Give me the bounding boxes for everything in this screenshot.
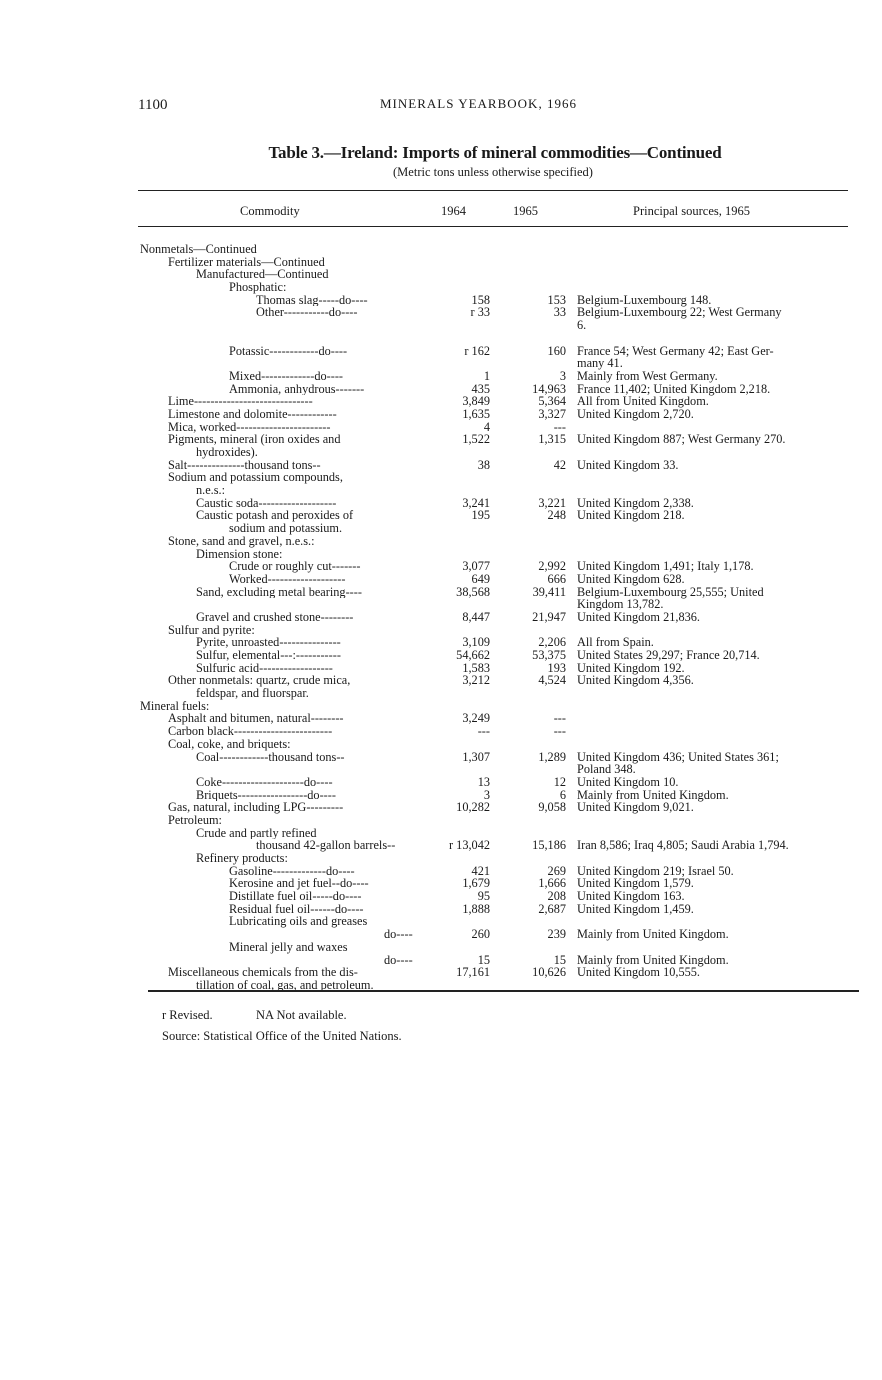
commodity-cell: Lubricating oils and greases	[229, 915, 368, 929]
table-row	[0, 776, 882, 789]
sources-cell: United Kingdom 21,836.	[577, 609, 700, 624]
table-row	[0, 256, 882, 269]
column-header-commodity: Commodity	[240, 204, 300, 218]
value-1965-cell: 153	[547, 292, 566, 307]
table-row	[0, 624, 882, 637]
value-1964-cell: ---	[477, 724, 490, 739]
value-1965-cell: 3,221	[538, 495, 566, 510]
table-row	[0, 459, 882, 472]
sources-cell: United Kingdom 436; United States 361;	[577, 749, 779, 764]
sources-cell: United Kingdom 218.	[577, 508, 685, 523]
value-1965-cell: 39,411	[532, 584, 566, 599]
value-1964-cell: 195	[471, 508, 490, 523]
value-1964-cell: 1,635	[462, 406, 490, 421]
table-row	[0, 801, 882, 814]
footnote-revised: r Revised.	[162, 1008, 213, 1022]
sources-cell: United Kingdom 219; Israel 50.	[577, 863, 734, 878]
commodity-cell: Thomas slag-----do----	[256, 293, 368, 307]
value-1965-cell: 3	[559, 368, 566, 383]
sources-cell: United Kingdom 163.	[577, 889, 685, 904]
table-row	[0, 954, 882, 967]
value-1965-cell: 6	[559, 787, 566, 802]
table-row	[0, 839, 882, 852]
value-1965-cell: 9,058	[538, 800, 566, 815]
value-1965-cell: 3,327	[538, 406, 566, 421]
sources-cell: United Kingdom 2,338.	[577, 495, 694, 510]
commodity-cell: Mixed-------------do----	[229, 369, 344, 383]
table-row	[0, 890, 882, 903]
commodity-cell: Sulfur, elemental---:-----------	[196, 649, 341, 662]
commodity-cell: Pyrite, unroasted---------------	[196, 636, 341, 650]
value-1965-cell: 1,666	[538, 876, 566, 891]
value-1964-cell: 1	[483, 368, 490, 383]
bottom-rule	[148, 990, 859, 992]
table-row	[0, 674, 882, 687]
commodity-cell: thousand 42-gallon barrels--	[256, 839, 396, 853]
commodity-cell: Petroleum:	[168, 813, 222, 827]
value-1964-cell: 158	[471, 292, 490, 307]
commodity-cell: do----	[384, 928, 413, 941]
commodity-cell: Sulfur and pyrite:	[168, 623, 255, 637]
value-1965-cell: 269	[547, 863, 566, 878]
table-row	[0, 738, 882, 751]
table-row	[0, 408, 882, 421]
value-1964-cell: 1,679	[462, 876, 490, 891]
sources-cell: United Kingdom 628.	[577, 571, 685, 586]
table-row	[0, 789, 882, 802]
commodity-cell: Coke--------------------do----	[196, 775, 333, 789]
value-1965-cell: 2,206	[538, 635, 566, 650]
value-1964-cell: 38	[477, 457, 490, 472]
sources-cell: Mainly from United Kingdom.	[577, 927, 729, 942]
table-body	[0, 243, 882, 992]
table-row	[0, 560, 882, 573]
table-row	[0, 751, 882, 764]
value-1965-cell: 248	[547, 508, 566, 523]
value-1964-cell: 10,282	[456, 800, 490, 815]
table-row	[0, 243, 882, 256]
top-rule	[138, 190, 848, 191]
value-1965-cell: 14,963	[532, 381, 566, 396]
value-1964-cell: 13	[477, 774, 490, 789]
value-1964-cell: 3,212	[462, 673, 490, 688]
sources-cell: Belgium-Luxembourg 22; West Germany	[577, 305, 782, 320]
sources-cell: Belgium-Luxembourg 148.	[577, 292, 712, 307]
value-1964-cell: 1,583	[462, 660, 490, 675]
table-row	[0, 345, 882, 358]
commodity-cell: Mineral jelly and waxes	[229, 940, 348, 954]
sources-cell: Mainly from United Kingdom.	[577, 952, 729, 967]
commodity-cell: Coal------------thousand tons--	[196, 750, 345, 764]
value-1965-cell: 666	[547, 571, 566, 586]
value-1964-cell: 435	[471, 381, 490, 396]
commodity-cell: Crude and partly refined	[196, 826, 317, 840]
value-1965-cell: 15,186	[532, 838, 566, 853]
table-row	[0, 268, 882, 281]
sources-cell: 6.	[577, 318, 587, 333]
sources-cell: United Kingdom 10,555.	[577, 965, 700, 980]
sources-cell: United Kingdom 1,491; Italy 1,178.	[577, 559, 754, 574]
table-row	[0, 395, 882, 408]
table-row	[0, 725, 882, 738]
table-row	[0, 649, 882, 662]
commodity-cell: Phosphatic:	[229, 281, 287, 294]
commodity-cell: feldspar, and fluorspar.	[196, 687, 309, 700]
sources-cell: All from United Kingdom.	[577, 394, 709, 409]
value-1964-cell: 3,109	[462, 635, 490, 650]
table-row	[0, 852, 882, 865]
column-header-1964: 1964	[441, 204, 466, 218]
sources-cell: Kingdom 13,782.	[577, 597, 664, 612]
value-1964-cell: 1,307	[462, 749, 490, 764]
table-row	[0, 941, 882, 954]
commodity-cell: do----	[384, 953, 413, 967]
commodity-cell: Refinery products:	[196, 852, 288, 865]
value-1965-cell: 53,375	[532, 648, 566, 662]
value-1964-cell: 54,662	[456, 648, 490, 662]
value-1965-cell: ---	[553, 419, 566, 434]
value-1964-cell: 649	[471, 571, 490, 586]
commodity-cell: Caustic potash and peroxides of	[196, 509, 354, 523]
commodity-cell: Briquets-----------------do----	[196, 788, 336, 802]
commodity-cell: Sulfuric acid------------------	[196, 661, 333, 675]
page-number: 1100	[138, 97, 168, 113]
table-row	[0, 915, 882, 928]
value-1965-cell: 12	[553, 774, 566, 789]
table-row	[0, 357, 882, 370]
table-row	[0, 281, 882, 294]
footnote-na: NA Not available.	[256, 1008, 347, 1022]
value-1965-cell: 193	[547, 660, 566, 675]
sources-cell: United Kingdom 2,720.	[577, 406, 694, 421]
value-1965-cell: 239	[547, 927, 566, 942]
sources-cell: United Kingdom 9,021.	[577, 800, 694, 815]
table-row	[0, 814, 882, 827]
table-title: Table 3.—Ireland: Imports of mineral commodities—Continued	[268, 143, 722, 162]
commodity-cell: n.e.s.:	[196, 484, 226, 497]
value-1965-cell: ---	[553, 724, 566, 739]
sources-cell: United Kingdom 887; West Germany 270.	[577, 432, 786, 447]
sources-cell: United Kingdom 33.	[577, 457, 679, 472]
sources-cell: All from Spain.	[577, 635, 654, 650]
value-1965-cell: 1,315	[538, 432, 566, 447]
table-row	[0, 966, 882, 979]
commodity-cell: Lime-----------------------------	[168, 395, 313, 408]
commodity-cell: sodium and potassium.	[229, 522, 343, 535]
commodity-cell: Worked-------------------	[229, 572, 346, 586]
commodity-cell: Potassic------------do----	[229, 344, 348, 358]
table-row	[0, 903, 882, 916]
commodity-cell: Mineral fuels:	[140, 699, 210, 713]
column-header-1965: 1965	[513, 204, 538, 218]
value-1964-cell: 17,161	[456, 965, 490, 980]
commodity-cell: Gas, natural, including LPG---------	[168, 801, 344, 814]
table-row	[0, 383, 882, 396]
table-row	[0, 497, 882, 510]
table-row	[0, 446, 882, 459]
sources-cell: United Kingdom 4,356.	[577, 673, 694, 688]
commodity-cell: Fertilizer materials—Continued	[168, 255, 325, 269]
commodity-cell: Kerosine and jet fuel--do----	[229, 877, 369, 891]
table-row	[0, 586, 882, 599]
value-1964-cell: 15	[477, 952, 490, 967]
table-row	[0, 662, 882, 675]
commodity-cell: Sodium and potassium compounds,	[168, 471, 343, 485]
table-row	[0, 332, 882, 345]
commodity-cell: Sand, excluding metal bearing----	[196, 585, 362, 599]
value-1964-cell: 1,522	[462, 432, 490, 447]
value-1965-cell: 1,289	[538, 749, 566, 764]
table-row	[0, 433, 882, 446]
table-row	[0, 700, 882, 713]
commodity-cell: Manufactured—Continued	[196, 268, 329, 282]
table-row	[0, 598, 882, 611]
value-1964-cell: 3,241	[462, 495, 490, 510]
commodity-cell: Carbon black------------------------	[168, 725, 333, 738]
sources-cell: United States 29,297; France 20,714.	[577, 648, 760, 662]
table-row	[0, 370, 882, 383]
value-1964-cell: 8,447	[462, 609, 490, 624]
table-row	[0, 877, 882, 890]
commodity-cell: Other nonmetals: quartz, crude mica,	[168, 674, 351, 688]
value-1964-cell: 3	[483, 787, 490, 802]
sources-cell: Belgium-Luxembourg 25,555; United	[577, 584, 764, 599]
sources-cell: Poland 348.	[577, 762, 636, 777]
table-row	[0, 522, 882, 535]
table-row	[0, 319, 882, 332]
commodity-cell: Ammonia, anhydrous-------	[229, 382, 365, 396]
table-row	[0, 865, 882, 878]
commodity-cell: Asphalt and bitumen, natural--------	[168, 712, 344, 726]
value-1965-cell: 2,992	[538, 559, 566, 574]
commodity-cell: Crude or roughly cut-------	[229, 560, 361, 573]
table-row	[0, 535, 882, 548]
table-row	[0, 687, 882, 700]
table-row	[0, 471, 882, 484]
sources-cell: United Kingdom 192.	[577, 660, 685, 675]
value-1965-cell: 21,947	[532, 609, 566, 624]
sources-cell: France 11,402; United Kingdom 2,218.	[577, 381, 771, 396]
sources-cell: Iran 8,586; Iraq 4,805; Saudi Arabia 1,794.	[577, 838, 789, 853]
value-1964-cell: r 13,042	[449, 838, 490, 853]
sources-cell: Mainly from West Germany.	[577, 368, 718, 383]
commodity-cell: Limestone and dolomite------------	[168, 407, 337, 421]
table-row	[0, 928, 882, 941]
value-1965-cell: ---	[553, 711, 566, 726]
table-subtitle: (Metric tons unless otherwise specified)	[393, 165, 593, 179]
footnote-source: Source: Statistical Office of the United Nations.	[162, 1029, 402, 1043]
table-row	[0, 509, 882, 522]
value-1965-cell: 15	[553, 952, 566, 967]
table-row	[0, 712, 882, 725]
commodity-cell: Gasoline-------------do----	[229, 864, 355, 878]
value-1965-cell: 5,364	[538, 394, 566, 409]
sources-cell: United Kingdom 1,579.	[577, 876, 694, 891]
sources-cell: United Kingdom 10.	[577, 774, 679, 789]
value-1964-cell: r 162	[464, 343, 490, 358]
value-1964-cell: 3,077	[462, 559, 490, 574]
value-1965-cell: 160	[547, 343, 566, 358]
value-1964-cell: 3,249	[462, 711, 490, 726]
value-1965-cell: 4,524	[538, 673, 566, 688]
value-1965-cell: 208	[547, 889, 566, 904]
value-1964-cell: 38,568	[456, 584, 490, 599]
commodity-cell: Gravel and crushed stone--------	[196, 610, 354, 624]
commodity-cell: Dimension stone:	[196, 547, 283, 561]
table-row	[0, 763, 882, 776]
commodity-cell: Salt--------------thousand tons--	[168, 458, 321, 472]
value-1964-cell: 260	[471, 927, 490, 942]
table-row	[0, 306, 882, 319]
sources-cell: many 41.	[577, 356, 623, 371]
value-1965-cell: 33	[553, 305, 566, 320]
value-1964-cell: 1,888	[462, 901, 490, 916]
sources-cell: United Kingdom 1,459.	[577, 901, 694, 916]
value-1964-cell: 4	[483, 419, 490, 434]
table-row	[0, 484, 882, 497]
table-row	[0, 573, 882, 586]
value-1965-cell: 10,626	[532, 965, 566, 980]
commodity-cell: Coal, coke, and briquets:	[168, 737, 291, 751]
commodity-cell: Residual fuel oil------do----	[229, 902, 364, 916]
column-header-sources: Principal sources, 1965	[633, 204, 750, 218]
commodity-cell: Caustic soda-------------------	[196, 496, 337, 510]
value-1964-cell: 421	[471, 863, 490, 878]
running-head: MINERALS YEARBOOK, 1966	[380, 96, 577, 111]
value-1964-cell: r 33	[470, 305, 490, 320]
commodity-cell: Stone, sand and gravel, n.e.s.:	[168, 534, 315, 548]
table-row	[0, 611, 882, 624]
value-1964-cell: 3,849	[462, 394, 490, 409]
commodity-cell: Miscellaneous chemicals from the dis-	[168, 966, 358, 979]
sources-cell: Mainly from United Kingdom.	[577, 787, 729, 802]
commodity-cell: Distillate fuel oil-----do----	[229, 890, 362, 903]
commodity-cell: tillation of coal, gas, and petroleum.	[196, 978, 374, 992]
commodity-cell: Pigments, mineral (iron oxides and	[168, 433, 341, 447]
commodity-cell: Mica, worked-----------------------	[168, 420, 331, 434]
commodity-cell: hydroxides).	[196, 446, 258, 459]
sources-cell: France 54; West Germany 42; East Ger-	[577, 343, 774, 358]
value-1965-cell: 2,687	[538, 901, 566, 916]
header-rule	[138, 226, 848, 227]
commodity-cell: Nonmetals—Continued	[140, 243, 257, 256]
value-1965-cell: 42	[553, 457, 566, 472]
value-1964-cell: 95	[477, 889, 490, 904]
commodity-cell: Other-----------do----	[256, 306, 358, 320]
